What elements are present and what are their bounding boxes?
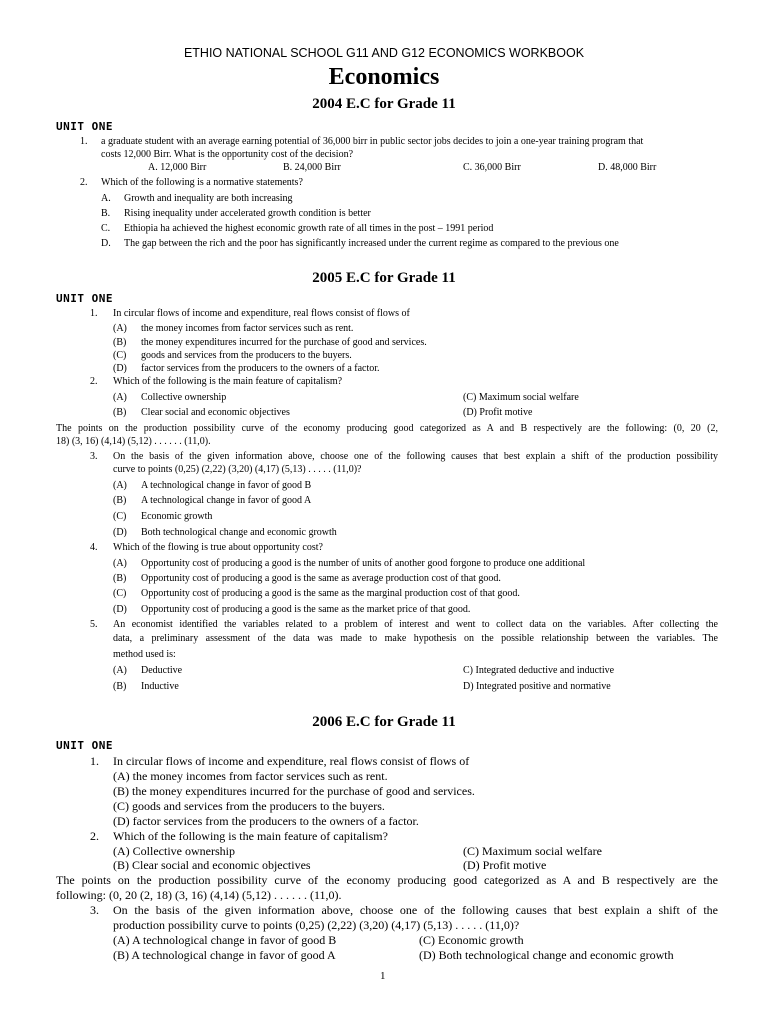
- question-number: 2.: [90, 829, 99, 843]
- option-text: Economic growth: [141, 511, 213, 522]
- option-text: Collective ownership: [141, 392, 227, 403]
- option-text: Clear social and economic objectives: [141, 407, 290, 418]
- option-text: Growth and inequality are both increasing: [124, 193, 293, 204]
- option-c: C. 36,000 Birr: [463, 162, 521, 173]
- unit-label-2006: UNIT ONE: [56, 739, 113, 752]
- option-letter: (B): [113, 573, 127, 584]
- section-heading-2005: 2005 E.C for Grade 11: [312, 270, 456, 286]
- option-text: Inductive: [141, 681, 179, 692]
- option-text: Opportunity cost of producing a good is the same as the marginal production cost of that good.: [141, 588, 520, 599]
- question-text: curve to points (0,25) (2,22) (3,20) (4,17) (5,13) . . . . . (11,0)?: [113, 464, 362, 475]
- option-text: (C) Economic growth: [419, 933, 524, 947]
- unit-label-2004: UNIT ONE: [56, 120, 113, 133]
- option-text: (B) A technological change in favor of good A: [113, 948, 336, 962]
- question-text: a graduate student with an average earning potential of 36,000 birr in public sector jobs decides to join a one-year training program that: [101, 136, 644, 147]
- option-letter: (D): [113, 527, 127, 538]
- question-text: Which of the following is a normative statements?: [101, 177, 303, 188]
- question-text: In circular flows of income and expenditure, real flows consist of flows of: [113, 308, 410, 319]
- option-text: A technological change in favor of good B: [141, 480, 312, 491]
- question-number: 2.: [80, 177, 88, 188]
- section-heading-2004: 2004 E.C for Grade 11: [312, 96, 456, 112]
- question-text: In circular flows of income and expenditure, real flows consist of flows of: [113, 754, 470, 768]
- option-text: Ethiopia ha achieved the highest economic growth rate of all times in the post – 1991 period: [124, 223, 494, 234]
- option-letter: B.: [101, 208, 111, 219]
- question-number: 4.: [90, 542, 98, 553]
- option-letter: (B): [113, 495, 127, 506]
- option-letter: (B): [113, 407, 127, 418]
- option-text: (D) factor services from the producers to the owners of a factor.: [113, 814, 419, 828]
- question-number: 5.: [90, 619, 98, 630]
- option-letter: (A): [113, 665, 127, 676]
- question-text: On the basis of the given information above, choose one of the following causes that best explain a shift of the: [113, 903, 718, 917]
- section-heading-2006: 2006 E.C for Grade 11: [312, 714, 456, 730]
- question-number: 1.: [90, 308, 98, 319]
- option-d: D. 48,000 Birr: [598, 162, 657, 173]
- option-b: B. 24,000 Birr: [283, 162, 341, 173]
- option-letter: D.: [101, 238, 111, 249]
- option-text: (A) Collective ownership: [113, 844, 235, 858]
- option-text: D) Integrated positive and normative: [463, 681, 611, 692]
- paragraph-text: following: (0, 20 (2, 18) (3, 16) (4,14) (5,12) . . . . . . (11,0).: [56, 888, 342, 902]
- option-text: The gap between the rich and the poor has significantly increased under the current regime as compared to the previous one: [124, 238, 619, 249]
- question-text: Which of the following is the main feature of capitalism?: [113, 376, 343, 387]
- page-number: 1: [380, 970, 386, 982]
- option-letter: (A): [113, 392, 127, 403]
- paragraph-text: The points on the production possibility curve of the economy producing good categorized as A and B respectively are the following: (0, 20 (2,: [56, 423, 718, 434]
- option-letter: (C): [113, 350, 127, 361]
- option-letter: (A): [113, 323, 127, 334]
- option-text: goods and services from the producers to the buyers.: [141, 350, 352, 361]
- question-number: 3.: [90, 451, 98, 462]
- option-text: (B) Clear social and economic objectives: [113, 858, 311, 872]
- option-text: Deductive: [141, 665, 183, 676]
- option-a: A. 12,000 Birr: [148, 162, 207, 173]
- option-text: (B) the money expenditures incurred for the purchase of good and services.: [113, 784, 475, 798]
- option-letter: (A): [113, 558, 127, 569]
- question-text: data, a preliminary assessment of the data was made to make hypothesis on the possible relationship between the variables. The: [113, 633, 718, 644]
- question-text: Which of the flowing is true about opportunity cost?: [113, 542, 323, 553]
- option-letter: (D): [113, 363, 127, 374]
- option-text: Opportunity cost of producing a good is the number of units of another good forgone to produce one additional: [141, 558, 586, 569]
- option-text: (A) the money incomes from factor services such as rent.: [113, 769, 388, 783]
- option-letter: A.: [101, 193, 111, 204]
- question-text: costs 12,000 Birr. What is the opportunity cost of the decision?: [101, 149, 354, 160]
- paragraph-text: The points on the production possibility curve of the economy producing good categorized as A and B respectively are the: [56, 873, 718, 887]
- option-letter: (C): [113, 511, 127, 522]
- option-text: the money incomes from factor services such as rent.: [141, 323, 354, 334]
- page-title: Economics: [328, 64, 440, 90]
- question-number: 3.: [90, 903, 99, 917]
- option-text: Both technological change and economic growth: [141, 527, 337, 538]
- option-text: Opportunity cost of producing a good is the same as average production cost of that good.: [141, 573, 501, 584]
- question-text: production possibility curve to points (0,25) (2,22) (3,20) (4,17) (5,13) . . . . . (11,0)?: [113, 918, 520, 932]
- unit-label-2005: UNIT ONE: [56, 292, 113, 305]
- paragraph-text: 18) (3, 16) (4,14) (5,12) . . . . . . (11,0).: [56, 436, 211, 447]
- running-header: ETHIO NATIONAL SCHOOL G11 AND G12 ECONOMICS WORKBOOK: [183, 46, 585, 60]
- option-text: (D) Both technological change and economic growth: [419, 948, 674, 962]
- option-letter: (A): [113, 480, 127, 491]
- option-text: (D) Profit motive: [463, 407, 533, 418]
- option-text: (C) Maximum social welfare: [463, 392, 579, 403]
- question-number: 1.: [80, 136, 88, 147]
- option-text: C) Integrated deductive and inductive: [463, 665, 615, 676]
- option-text: (C) goods and services from the producers to the buyers.: [113, 799, 385, 813]
- question-text: An economist identified the variables related to a problem of interest and went to collect data on the variables. After collecting the: [113, 619, 718, 630]
- option-text: Opportunity cost of producing a good is the same as the market price of that good.: [141, 604, 471, 615]
- question-text: On the basis of the given information above, choose one of the following causes that best explain a shift of the production possibility: [113, 451, 718, 462]
- option-letter: (B): [113, 337, 127, 348]
- option-text: the money expenditures incurred for the purchase of good and services.: [141, 337, 427, 348]
- question-text: Which of the following is the main feature of capitalism?: [113, 829, 388, 843]
- option-text: A technological change in favor of good A: [141, 495, 312, 506]
- question-text: method used is:: [113, 649, 176, 660]
- option-letter: (B): [113, 681, 127, 692]
- question-number: 1.: [90, 754, 99, 768]
- option-text: Rising inequality under accelerated growth condition is better: [124, 208, 371, 219]
- question-number: 2.: [90, 376, 98, 387]
- option-text: (C) Maximum social welfare: [463, 844, 602, 858]
- option-text: factor services from the producers to the owners of a factor.: [141, 363, 380, 374]
- option-text: (D) Profit motive: [463, 858, 547, 872]
- option-letter: (D): [113, 604, 127, 615]
- option-text: (A) A technological change in favor of good B: [113, 933, 337, 947]
- option-letter: C.: [101, 223, 111, 234]
- option-letter: (C): [113, 588, 127, 599]
